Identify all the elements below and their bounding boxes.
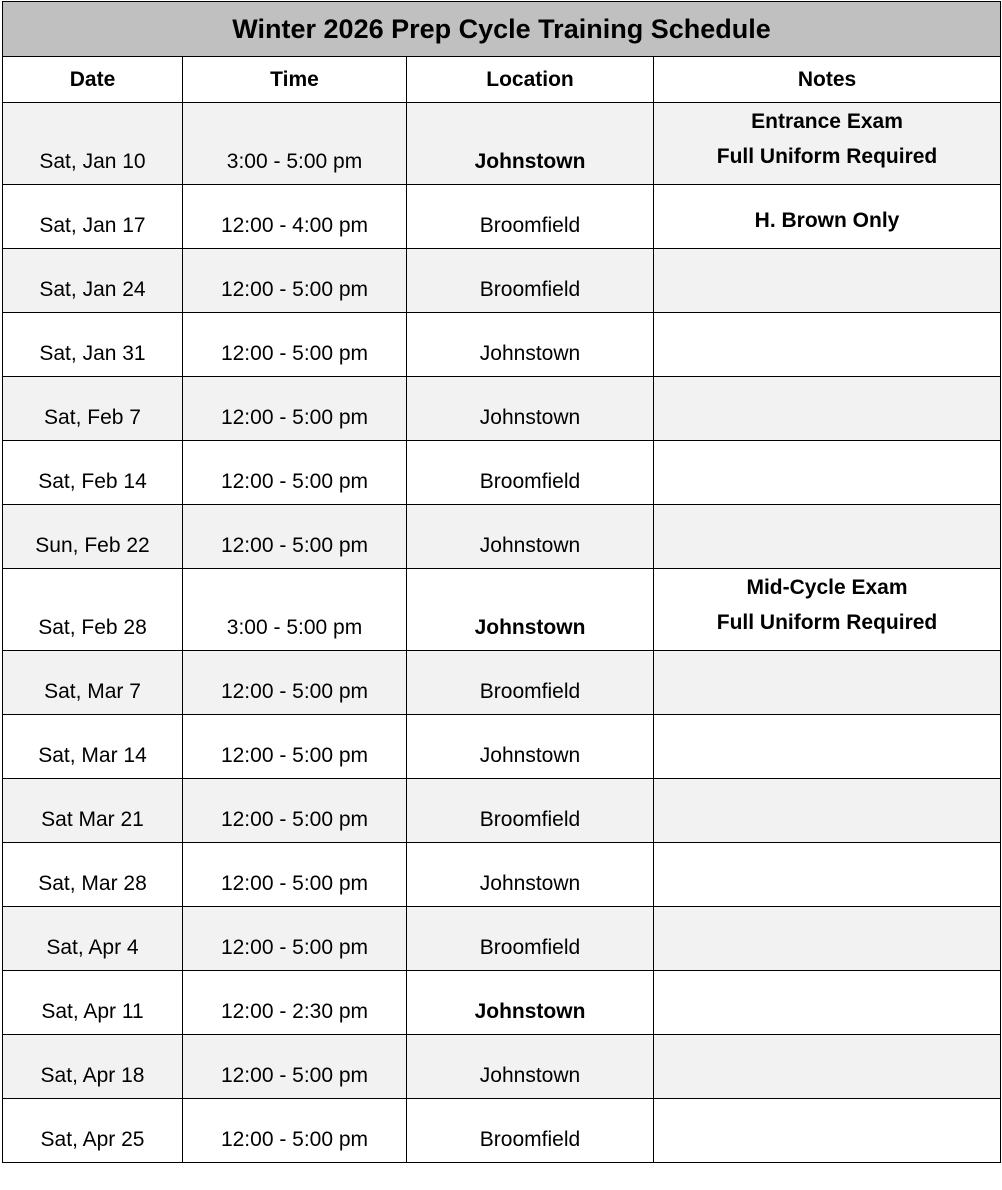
table-row <box>3 1099 1001 1163</box>
column-header-time: Time <box>183 57 407 103</box>
table-row <box>3 651 1001 715</box>
time-cell: 12:00 - 5:00 pm <box>183 907 407 971</box>
notes-cell <box>654 441 1001 505</box>
date-cell: Sat, Apr 18 <box>3 1035 183 1099</box>
time-cell: 12:00 - 5:00 pm <box>183 651 407 715</box>
location-cell: Johnstown <box>407 377 654 441</box>
header-row <box>3 57 1001 103</box>
location-cell: Broomfield <box>407 185 654 249</box>
notes-cell <box>654 779 1001 843</box>
location-cell: Johnstown <box>407 569 654 651</box>
date-cell: Sat, Jan 17 <box>3 185 183 249</box>
date-cell: Sat, Mar 14 <box>3 715 183 779</box>
table-row <box>3 843 1001 907</box>
time-cell: 12:00 - 5:00 pm <box>183 313 407 377</box>
notes-cell <box>654 843 1001 907</box>
notes-cell <box>654 715 1001 779</box>
note-text: Entrance Exam <box>751 110 903 133</box>
table-row <box>3 103 1001 185</box>
time-cell: 12:00 - 5:00 pm <box>183 1035 407 1099</box>
location-cell: Johnstown <box>407 103 654 185</box>
table-row <box>3 779 1001 843</box>
note-text: Full Uniform Required <box>716 145 938 168</box>
time-cell: 12:00 - 5:00 pm <box>183 505 407 569</box>
title-row <box>3 2 1001 57</box>
table-row <box>3 377 1001 441</box>
notes-cell <box>654 505 1001 569</box>
date-cell: Sat, Apr 25 <box>3 1099 183 1163</box>
date-cell: Sun, Feb 22 <box>3 505 183 569</box>
table-row <box>3 441 1001 505</box>
note-text: H. Brown Only <box>754 209 900 232</box>
table-row <box>3 569 1001 651</box>
location-cell: Broomfield <box>407 441 654 505</box>
table-row <box>3 971 1001 1035</box>
notes-cell <box>654 569 1001 651</box>
time-cell: 12:00 - 4:00 pm <box>183 185 407 249</box>
date-cell: Sat, Apr 11 <box>3 971 183 1035</box>
time-cell: 12:00 - 5:00 pm <box>183 441 407 505</box>
date-cell: Sat, Feb 14 <box>3 441 183 505</box>
notes-cell <box>654 377 1001 441</box>
location-cell: Johnstown <box>407 505 654 569</box>
date-cell: Sat, Jan 24 <box>3 249 183 313</box>
table-row <box>3 313 1001 377</box>
location-cell: Broomfield <box>407 651 654 715</box>
time-cell: 3:00 - 5:00 pm <box>183 103 407 185</box>
location-cell: Johnstown <box>407 715 654 779</box>
table-row <box>3 1035 1001 1099</box>
date-cell: Sat Mar 21 <box>3 779 183 843</box>
notes-cell <box>654 249 1001 313</box>
location-cell: Broomfield <box>407 1099 654 1163</box>
time-cell: 12:00 - 5:00 pm <box>183 377 407 441</box>
table-row <box>3 505 1001 569</box>
notes-cell <box>654 313 1001 377</box>
date-cell: Sat, Jan 31 <box>3 313 183 377</box>
time-cell: 3:00 - 5:00 pm <box>183 569 407 651</box>
note-text: Full Uniform Required <box>716 611 938 634</box>
location-cell: Broomfield <box>407 779 654 843</box>
schedule-title: Winter 2026 Prep Cycle Training Schedule <box>3 2 1001 57</box>
table-row <box>3 249 1001 313</box>
time-cell: 12:00 - 2:30 pm <box>183 971 407 1035</box>
date-cell: Sat, Mar 28 <box>3 843 183 907</box>
notes-cell <box>654 185 1001 249</box>
date-cell: Sat, Mar 7 <box>3 651 183 715</box>
time-cell: 12:00 - 5:00 pm <box>183 715 407 779</box>
location-cell: Johnstown <box>407 843 654 907</box>
date-cell: Sat, Jan 10 <box>3 103 183 185</box>
column-header-location: Location <box>407 57 654 103</box>
time-cell: 12:00 - 5:00 pm <box>183 1099 407 1163</box>
column-header-notes: Notes <box>654 57 1001 103</box>
date-cell: Sat, Apr 4 <box>3 907 183 971</box>
notes-cell <box>654 1035 1001 1099</box>
note-text: Mid-Cycle Exam <box>746 576 908 599</box>
time-cell: 12:00 - 5:00 pm <box>183 779 407 843</box>
location-cell: Johnstown <box>407 1035 654 1099</box>
notes-cell <box>654 103 1001 185</box>
location-cell: Johnstown <box>407 313 654 377</box>
notes-cell <box>654 907 1001 971</box>
table-row <box>3 185 1001 249</box>
column-header-date: Date <box>3 57 183 103</box>
notes-cell <box>654 1099 1001 1163</box>
date-cell: Sat, Feb 7 <box>3 377 183 441</box>
table-row <box>3 715 1001 779</box>
time-cell: 12:00 - 5:00 pm <box>183 843 407 907</box>
location-cell: Johnstown <box>407 971 654 1035</box>
notes-cell <box>654 651 1001 715</box>
schedule-body <box>3 103 1001 1163</box>
notes-cell <box>654 971 1001 1035</box>
location-cell: Broomfield <box>407 907 654 971</box>
time-cell: 12:00 - 5:00 pm <box>183 249 407 313</box>
date-cell: Sat, Feb 28 <box>3 569 183 651</box>
schedule-table <box>2 1 1001 1163</box>
table-row <box>3 907 1001 971</box>
location-cell: Broomfield <box>407 249 654 313</box>
